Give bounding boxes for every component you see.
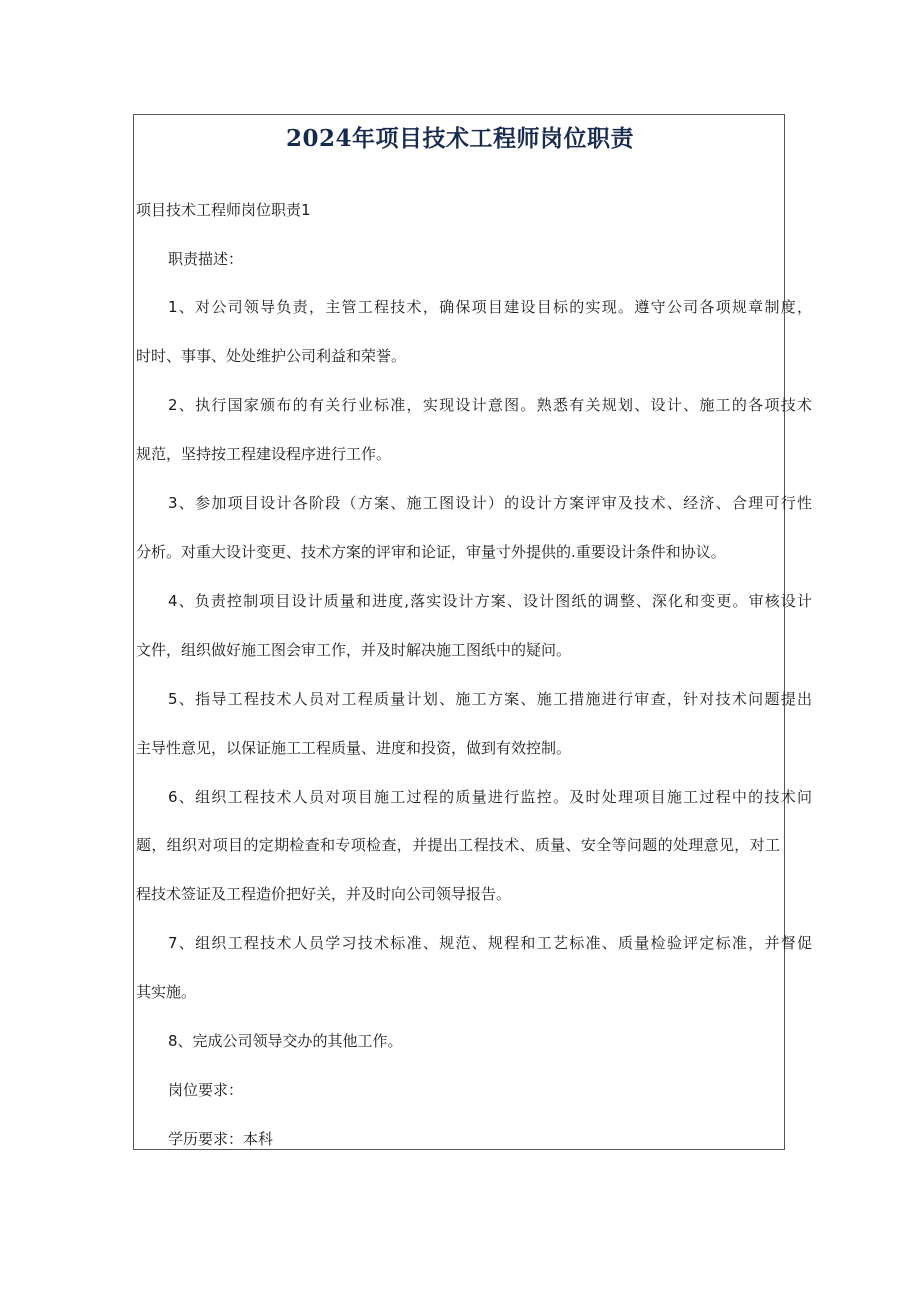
duty-line: 时时、事事、处处维护公司利益和荣誉。 bbox=[136, 347, 407, 365]
description-label: 职责描述： bbox=[168, 250, 244, 268]
duty-line: 主导性意见，以保证施工工程质量、进度和投资，做到有效控制。 bbox=[136, 739, 572, 757]
duty-line: 程技术签证及工程造价把好关，并及时向公司领导报告。 bbox=[136, 885, 512, 903]
duty-line: 6、组织工程技术人员对项目施工过程的质量进行监控。及时处理项目施工过程中的技术问 bbox=[168, 788, 812, 806]
duty-line: 1、对公司领导负责，主管工程技术，确保项目建设目标的实现。遵守公司各项规章制度， bbox=[168, 298, 812, 316]
duty-line: 规范，坚持按工程建设程序进行工作。 bbox=[136, 445, 392, 463]
section-heading: 项目技术工程师岗位职责1 bbox=[136, 201, 311, 219]
document-title: 2024年项目技术工程师岗位职责 bbox=[285, 125, 634, 152]
duty-line: 分析。对重大设计变更、技术方案的评审和论证，审量寸外提供的.重要设计条件和协议。 bbox=[136, 543, 726, 561]
duty-line: 2、执行国家颁布的有关行业标准，实现设计意图。熟悉有关规划、设计、施工的各项技术 bbox=[168, 396, 812, 414]
education-requirement: 学历要求：本科 bbox=[168, 1130, 274, 1148]
duty-line: 8、完成公司领导交办的其他工作。 bbox=[168, 1032, 403, 1050]
duty-line: 7、组织工程技术人员学习技术标准、规范、规程和工艺标准、质量检验评定标准，并督促 bbox=[168, 934, 812, 952]
duty-line: 题，组织对项目的定期检查和专项检查，并提出工程技术、质量、安全等问题的处理意见，对工 bbox=[136, 836, 780, 854]
duty-line: 3、参加项目设计各阶段（方案、施工图设计）的设计方案评审及技术、经济、合理可行性 bbox=[168, 494, 812, 512]
requirements-label: 岗位要求： bbox=[168, 1081, 244, 1099]
duty-line: 5、指导工程技术人员对工程质量计划、施工方案、施工措施进行审查，针对技术问题提出 bbox=[168, 690, 812, 708]
duty-line: 文件，组织做好施工图会审工作，并及时解决施工图纸中的疑问。 bbox=[136, 641, 572, 659]
duty-line: 4、负责控制项目设计质量和进度,落实设计方案、设计图纸的调整、深化和变更。审核设计 bbox=[168, 592, 812, 610]
duty-line: 其实施。 bbox=[136, 983, 197, 1001]
